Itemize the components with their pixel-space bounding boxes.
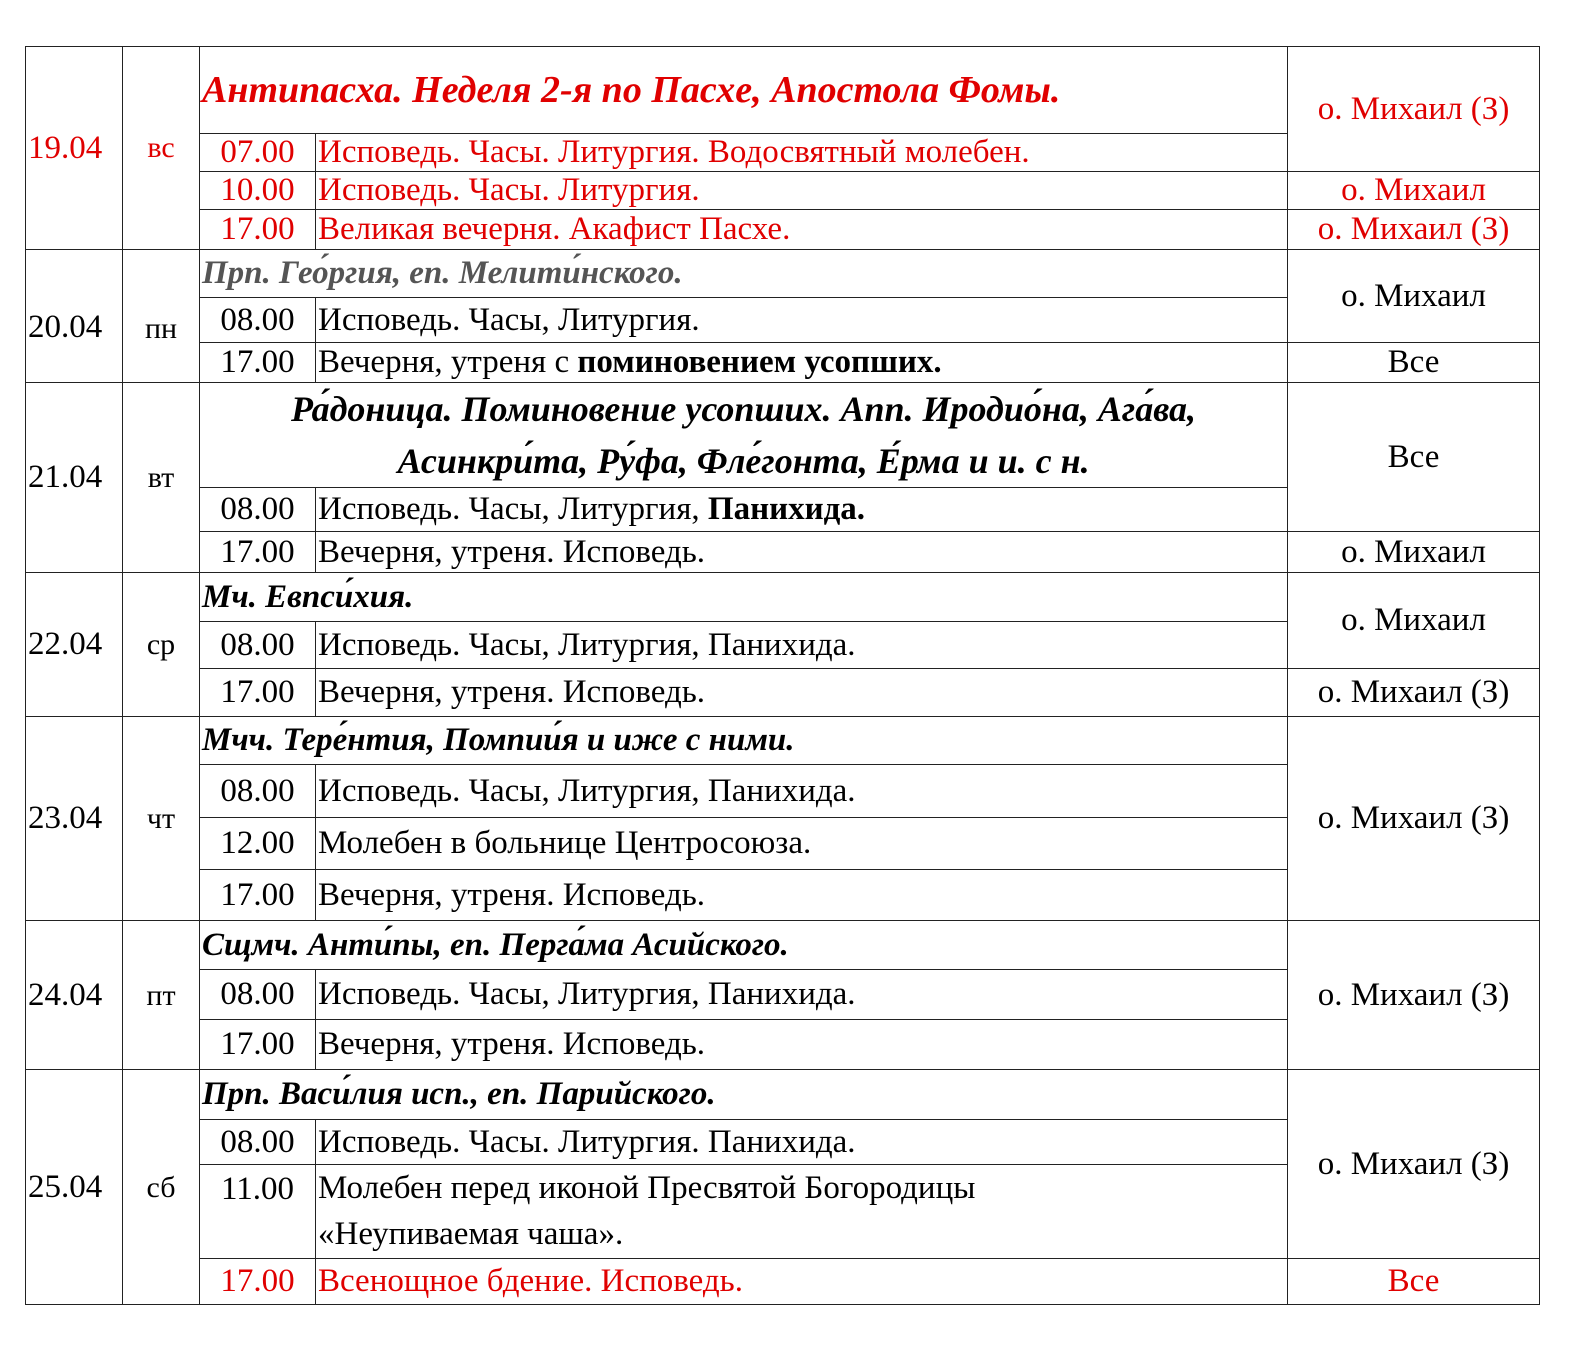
date-cell: 23.04 [26, 717, 123, 921]
service-row [26, 210, 1540, 250]
feast-title: Сщмч. Анти́пы, еп. Перга́ма Асийского. [200, 921, 1288, 970]
service-text-line: Молебен перед иконой Пресвятой Богородицы [318, 1170, 976, 1207]
service-text: Вечерня, утреня. Исповедь. [316, 532, 1288, 573]
priest-cell: Все [1288, 343, 1540, 383]
service-row [26, 343, 1540, 383]
service-text: Великая вечерня. Акафист Пасхе. [316, 210, 1288, 250]
feast-title: Антипасха. Неделя 2-я по Пасхе, Апостола Фомы. [200, 47, 1288, 134]
service-time: 08.00 [200, 765, 316, 818]
day-row-21-04 [26, 383, 1540, 488]
service-time: 17.00 [200, 343, 316, 383]
feast-title: Мчч. Тере́нтия, Помпии́я и иже с ними. [200, 717, 1288, 765]
service-time: 08.00 [200, 622, 316, 669]
service-text [316, 343, 1288, 383]
service-text [316, 1165, 1288, 1259]
service-row [26, 172, 1540, 210]
service-time: 17.00 [200, 1020, 316, 1070]
date-cell: 19.04 [26, 47, 123, 250]
weekday-cell: пн [123, 250, 200, 383]
weekday-cell: сб [123, 1070, 200, 1305]
service-text: Вечерня, утреня. Исповедь. [316, 870, 1288, 921]
service-text-bold: поминовением усопших. [577, 344, 942, 381]
priest-cell: о. Михаил (З) [1288, 717, 1540, 921]
day-row-20-04 [26, 250, 1540, 298]
day-row-22-04 [26, 573, 1540, 622]
priest-cell: Все [1288, 1259, 1540, 1305]
weekday-cell: вс [123, 47, 200, 250]
service-text: Исповедь. Часы, Литургия, Панихида. [316, 970, 1288, 1020]
service-time: 12.00 [200, 818, 316, 870]
schedule-table [25, 46, 1540, 1305]
service-time: 17.00 [200, 870, 316, 921]
service-row [26, 1259, 1540, 1305]
priest-cell: Все [1288, 383, 1540, 532]
day-row-24-04 [26, 921, 1540, 970]
service-time: 08.00 [200, 1120, 316, 1165]
service-time: 08.00 [200, 298, 316, 343]
date-cell: 22.04 [26, 573, 123, 717]
priest-cell: о. Михаил [1288, 573, 1540, 669]
weekday-cell: пт [123, 921, 200, 1070]
service-time: 10.00 [200, 172, 316, 210]
feast-title: Прп. Гео́ргия, еп. Мелити́нского. [200, 250, 1288, 298]
service-row [26, 532, 1540, 573]
day-row-19-04 [26, 47, 1540, 134]
day-row-25-04 [26, 1070, 1540, 1120]
service-time: 17.00 [200, 210, 316, 250]
service-text: Молебен в больнице Центросоюза. [316, 818, 1288, 870]
service-text: Всенощное бдение. Исповедь. [316, 1259, 1288, 1305]
priest-cell: о. Михаил [1288, 172, 1540, 210]
priest-cell: о. Михаил [1288, 532, 1540, 573]
service-text: Вечерня, утреня. Исповедь. [316, 669, 1288, 717]
priest-cell: о. Михаил (З) [1288, 47, 1540, 172]
date-cell: 24.04 [26, 921, 123, 1070]
date-cell: 20.04 [26, 250, 123, 383]
service-row [26, 669, 1540, 717]
service-time: 17.00 [200, 1259, 316, 1305]
feast-title: Ра́доница. Поминовение усопших. Апп. Иродио́на, Ага́ва, Асинкри́та, Ру́фа, Фле́гонта, Е́рма и и. с н. [200, 383, 1288, 488]
priest-cell: о. Михаил (З) [1288, 1070, 1540, 1259]
priest-cell: о. Михаил [1288, 250, 1540, 343]
service-text: Исповедь. Часы, Литургия, Панихида. [316, 622, 1288, 669]
day-row-23-04 [26, 717, 1540, 765]
priest-cell: о. Михаил (З) [1288, 210, 1540, 250]
service-time: 17.00 [200, 669, 316, 717]
service-text-part: Вечерня, утреня с [318, 344, 578, 381]
service-text: Исповедь. Часы, Литургия, Панихида. [316, 765, 1288, 818]
feast-title: Прп. Васи́лия исп., еп. Парийского. [200, 1070, 1288, 1120]
priest-cell: о. Михаил (З) [1288, 921, 1540, 1070]
service-text: Исповедь. Часы, Литургия. [316, 298, 1288, 343]
date-cell: 25.04 [26, 1070, 123, 1305]
service-text: Исповедь. Часы. Литургия. Водосвятный молебен. [316, 134, 1288, 172]
service-text: Исповедь. Часы. Литургия. Панихида. [316, 1120, 1288, 1165]
service-time: 07.00 [200, 134, 316, 172]
service-text: Вечерня, утреня. Исповедь. [316, 1020, 1288, 1070]
service-time: 08.00 [200, 970, 316, 1020]
weekday-cell: ср [123, 573, 200, 717]
priest-cell: о. Михаил (З) [1288, 669, 1540, 717]
service-text-line: «Неупиваемая чаша». [318, 1215, 624, 1252]
service-text [316, 488, 1288, 532]
feast-title: Мч. Евпси́хия. [200, 573, 1288, 622]
service-time: 11.00 [200, 1165, 316, 1259]
weekday-cell: вт [123, 383, 200, 573]
weekday-cell: чт [123, 717, 200, 921]
date-cell: 21.04 [26, 383, 123, 573]
service-time: 17.00 [200, 532, 316, 573]
service-time: 08.00 [200, 488, 316, 532]
service-text-part: Исповедь. Часы, Литургия, [318, 491, 708, 528]
service-text-bold: Панихида. [707, 491, 866, 528]
service-text: Исповедь. Часы. Литургия. [316, 172, 1288, 210]
